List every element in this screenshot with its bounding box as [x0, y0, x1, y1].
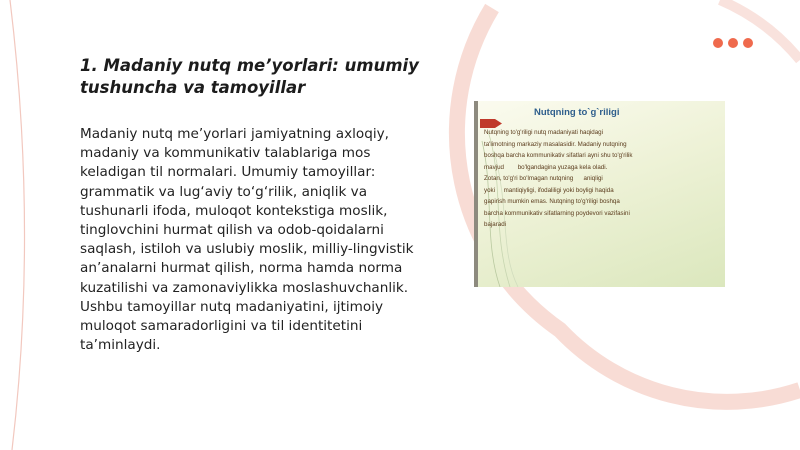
- card-title: Nutqning to`g`riligi: [534, 107, 620, 118]
- dot-3: [743, 38, 753, 48]
- slide-body-text: Madaniy nutq me’yorlari jamiyatning axloqiy, madaniy va kommunikativ talablariga mos keladigan til normalari. Umumiy tamoyillar: grammatik va lug‘aviy to‘g‘rilik, aniqlik va tushunarli ifoda, muloqot kontekstiga moslik, tinglovchini hurmat qilish va odob-qoidalarni saqlash, istiloh va uslubiy moslik, milliy-lingvistik an’analarni hurmat qilish, norma hamda norma kuzatilishi va zamonaviylikka moslashuvchanlik. Ushbu tamoyillar nutq madaniyatini, ijtimoiy muloqot samaradorligini va til identitetini ta’minlaydi.: [80, 126, 414, 354]
- slide-title: 1. Madaniy nutq me’yorlari: umumiy tushuncha va tamoyillar: [80, 56, 419, 97]
- dot-1: [713, 38, 723, 48]
- card-text: Nutqning to'g'riligi nutq madaniyati haqidagi ta'limotning markaziy masalasidir. Madaniy nutqning boshqa barcha kommunikativ sifatlari ayni shu to'g'rilik mavjud bo'lgandagina yuzaga kela oladi. Zotan, to'g'ri bo'lmagan nutqning aniqligi yoki mantiqiyligi, ifodaliligi yoki boyligi haqida gapirish mumkin emas. Nutqning to'g'riligi boshqa barcha kommunikativ sifatlarning poydevori vazifasini bajaradi: [484, 129, 633, 228]
- dot-2: [728, 38, 738, 48]
- three-dots-icon[interactable]: [713, 38, 753, 48]
- image-card: [474, 101, 725, 287]
